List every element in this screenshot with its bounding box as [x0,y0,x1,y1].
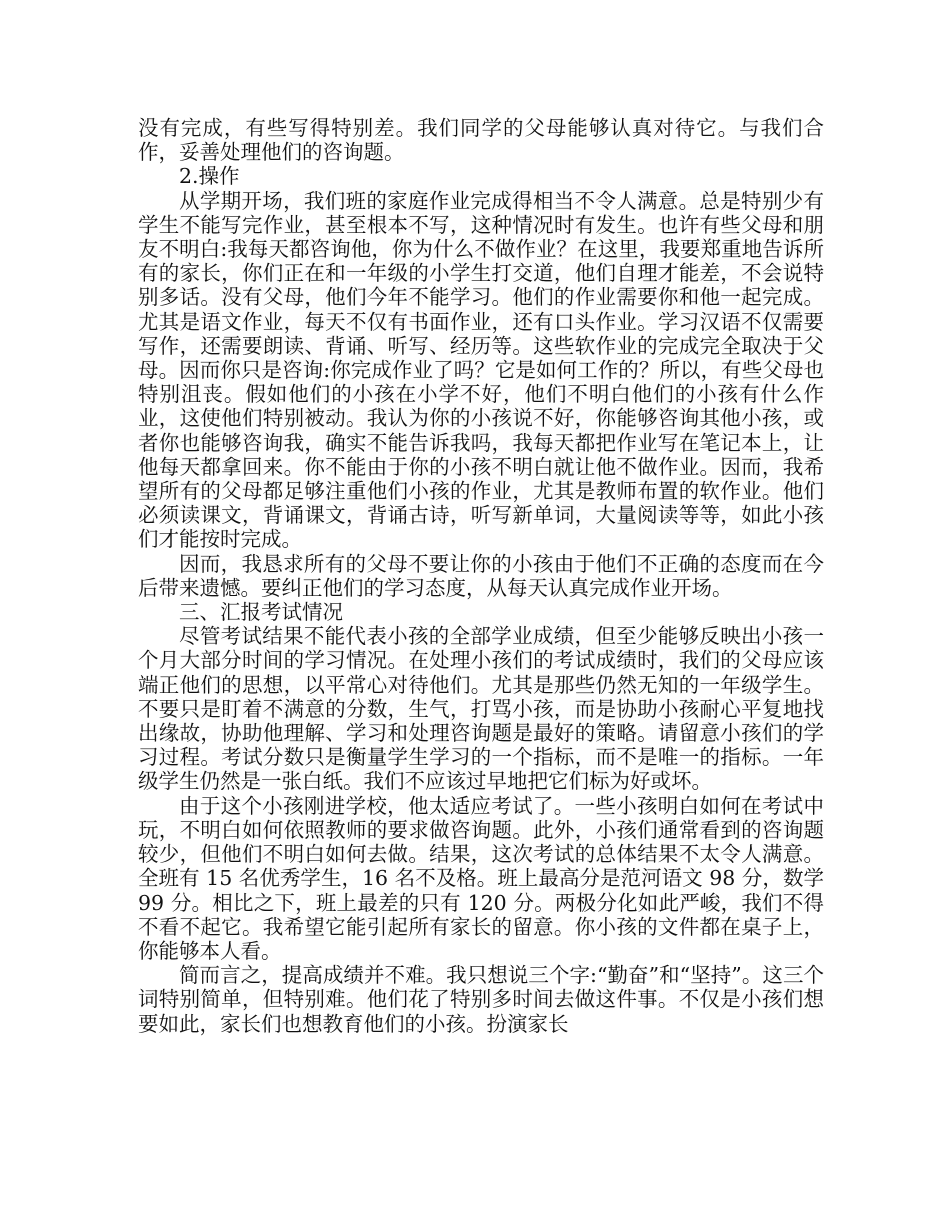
paragraph-continuation: 没有完成，有些写得特别差。我们同学的父母能够认真对待它。与我们合作，妥善处理他们的咨询题。 [138,116,824,165]
section-heading-operation: 2.操作 [179,164,240,189]
section-heading-exam-report: 三、汇报考试情况 [179,600,343,625]
document-body [138,116,824,1036]
paragraph-homework: 从学期开场，我们班的家庭作业完成得相当不令人满意。总是特别少有学生不能写完作业，甚至根本不写，这种情况时有发生。也许有些父母和朋友不明白:我每天都咨询他，你为什么不做作业？在这里，我要郑重地告诉所有的家长，你们正在和一年级的小学生打交道，他们自理才能差，不会说特别多话。没有父母，他们今年不能学习。他们的作业需要你和他一起完成。尤其是语文作业，每天不仅有书面作业，还有口头作业。学习汉语不仅需要写作，还需要朗读、背诵、听写、经历等。这些软作业的完成完全取决于父母。因而你只是咨询:你完成作业了吗？它是如何工作的？所以，有些父母也特别沮丧。假如他们的小孩在小学不好，他们不明白他们的小孩有什么作业，这使他们特别被动。我认为你的小孩说不好，你能够咨询其他小孩，或者你也能够咨询我，确实不能告诉我吗，我每天都把作业写在笔记本上，让他每天都拿回来。你不能由于你的小孩不明白就让他不做作业。因而，我希望所有的父母都足够注重他们小孩的作业，尤其是教师布置的软作业。他们必须读课文，背诵课文，背诵古诗，听写新单词，大量阅读等等，如此小孩们才能按时完成。 [138,188,824,552]
paragraph-appeal: 因而，我恳求所有的父母不要让你的小孩由于他们不正确的态度而在今后带来遗憾。要纠正他们的学习态度，从每天认真完成作业开场。 [138,551,824,600]
paragraph-exam-results: 由于这个小孩刚进学校，他太适应考试了。一些小孩明白如何在考试中玩，不明白如何依照教师的要求做咨询题。此外，小孩们通常看到的咨询题较少，但他们不明白如何去做。结果，这次考试的总体结果不太令人满意。全班有 15 名优秀学生，16 名不及格。班上最高分是范河语文 98 分，数学 99 分。相比之下，班上最差的只有 120 分。两极分化如此严峻，我们不得不看不起它。我希望它能引起所有家长的留意。你小孩的文件都在桌子上，你能够本人看。 [138,793,824,963]
paragraph-summary: 简而言之，提高成绩并不难。我只想说三个字:“勤奋”和“坚持”。这三个词特别简单，但特别难。他们花了特别多时间去做这件事。不仅是小孩们想要如此，家长们也想教育他们的小孩。扮演家长 [138,963,824,1036]
paragraph-exam-attitude: 尽管考试结果不能代表小孩的全部学业成绩，但至少能够反映出小孩一个月大部分时间的学习情况。在处理小孩们的考试成绩时，我们的父母应该端正他们的思想，以平常心对待他们。尤其是那些仍然无知的一年级学生。不要只是盯着不满意的分数，生气，打骂小孩，而是协助小孩耐心平复地找出缘故，协助他理解、学习和处理咨询题是最好的策略。请留意小孩们的学习过程。考试分数只是衡量学生学习的一个指标，而不是唯一的指标。一年级学生仍然是一张白纸。我们不应该过早地把它们标为好或坏。 [138,624,824,794]
